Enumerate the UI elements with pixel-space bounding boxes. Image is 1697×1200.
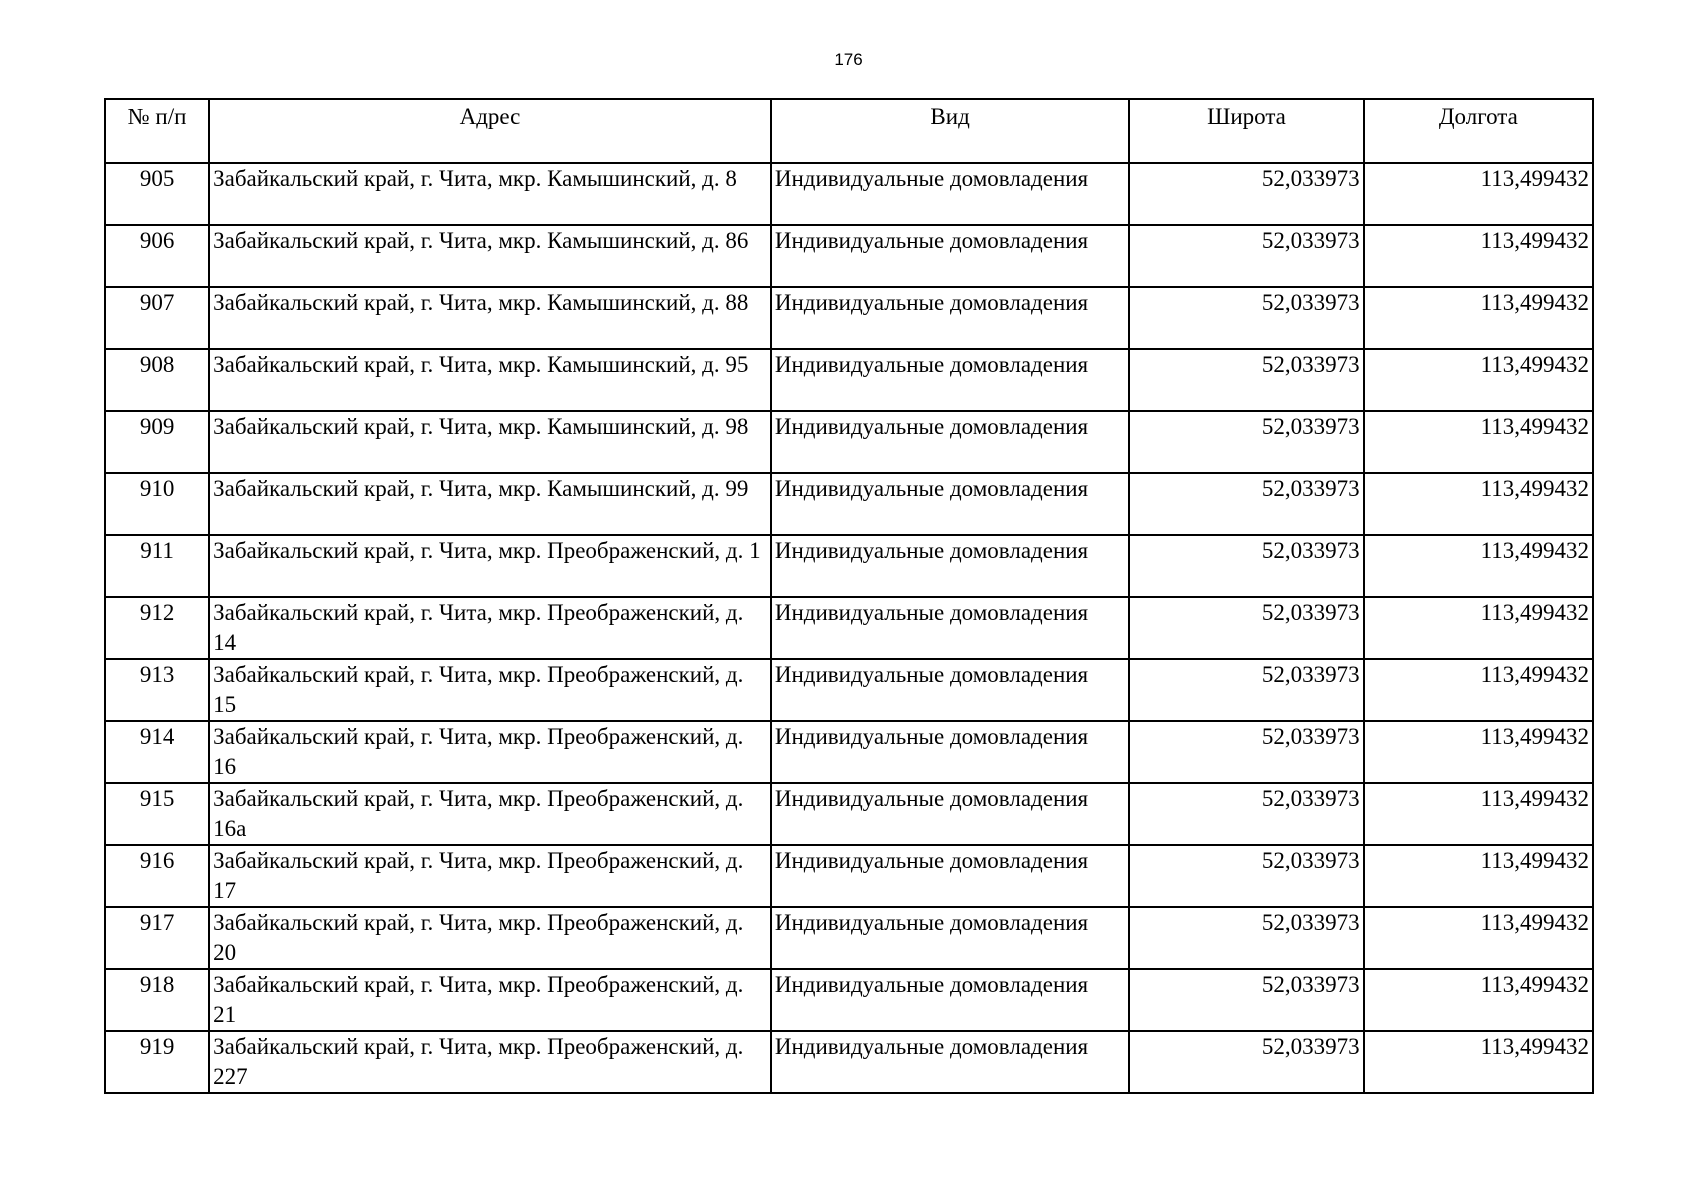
row-latitude: 52,033973 xyxy=(1129,287,1363,349)
row-longitude: 113,499432 xyxy=(1364,473,1593,535)
row-latitude: 52,033973 xyxy=(1129,783,1363,845)
row-longitude: 113,499432 xyxy=(1364,349,1593,411)
row-number: 909 xyxy=(105,411,209,473)
header-type: Вид xyxy=(771,99,1129,163)
table-row xyxy=(105,783,1593,845)
row-type: Индивидуальные домовладения xyxy=(771,163,1129,225)
row-type: Индивидуальные домовладения xyxy=(771,659,1129,721)
table-row xyxy=(105,349,1593,411)
row-longitude: 113,499432 xyxy=(1364,1031,1593,1093)
row-type: Индивидуальные домовладения xyxy=(771,907,1129,969)
table-row xyxy=(105,473,1593,535)
table-row xyxy=(105,969,1593,1031)
row-latitude: 52,033973 xyxy=(1129,473,1363,535)
row-number: 915 xyxy=(105,783,209,845)
row-number: 905 xyxy=(105,163,209,225)
row-latitude: 52,033973 xyxy=(1129,597,1363,659)
row-latitude: 52,033973 xyxy=(1129,411,1363,473)
row-type: Индивидуальные домовладения xyxy=(771,845,1129,907)
row-type: Индивидуальные домовладения xyxy=(771,225,1129,287)
row-longitude: 113,499432 xyxy=(1364,969,1593,1031)
row-type: Индивидуальные домовладения xyxy=(771,535,1129,597)
row-number: 910 xyxy=(105,473,209,535)
table-row xyxy=(105,163,1593,225)
addresses-table xyxy=(104,98,1594,1094)
row-address: Забайкальский край, г. Чита, мкр. Преображенский, д. 15 xyxy=(209,659,771,721)
row-address: Забайкальский край, г. Чита, мкр. Преображенский, д. 14 xyxy=(209,597,771,659)
row-address: Забайкальский край, г. Чита, мкр. Камышинский, д. 8 xyxy=(209,163,771,225)
row-latitude: 52,033973 xyxy=(1129,225,1363,287)
row-longitude: 113,499432 xyxy=(1364,163,1593,225)
row-number: 906 xyxy=(105,225,209,287)
row-latitude: 52,033973 xyxy=(1129,535,1363,597)
row-longitude: 113,499432 xyxy=(1364,411,1593,473)
row-longitude: 113,499432 xyxy=(1364,721,1593,783)
row-number: 913 xyxy=(105,659,209,721)
row-longitude: 113,499432 xyxy=(1364,845,1593,907)
row-longitude: 113,499432 xyxy=(1364,783,1593,845)
row-address: Забайкальский край, г. Чита, мкр. Преображенский, д. 16 xyxy=(209,721,771,783)
row-address: Забайкальский край, г. Чита, мкр. Преображенский, д. 21 xyxy=(209,969,771,1031)
row-type: Индивидуальные домовладения xyxy=(771,287,1129,349)
table-row xyxy=(105,659,1593,721)
table-row xyxy=(105,411,1593,473)
row-address: Забайкальский край, г. Чита, мкр. Камышинский, д. 98 xyxy=(209,411,771,473)
row-latitude: 52,033973 xyxy=(1129,349,1363,411)
row-latitude: 52,033973 xyxy=(1129,163,1363,225)
row-type: Индивидуальные домовладения xyxy=(771,721,1129,783)
header-longitude: Долгота xyxy=(1364,99,1593,163)
row-address: Забайкальский край, г. Чита, мкр. Преображенский, д. 16а xyxy=(209,783,771,845)
row-number: 912 xyxy=(105,597,209,659)
row-type: Индивидуальные домовладения xyxy=(771,597,1129,659)
row-number: 916 xyxy=(105,845,209,907)
row-type: Индивидуальные домовладения xyxy=(771,411,1129,473)
row-address: Забайкальский край, г. Чита, мкр. Преображенский, д. 20 xyxy=(209,907,771,969)
header-address: Адрес xyxy=(209,99,771,163)
table-row xyxy=(105,225,1593,287)
table-row xyxy=(105,845,1593,907)
row-latitude: 52,033973 xyxy=(1129,659,1363,721)
row-type: Индивидуальные домовладения xyxy=(771,783,1129,845)
row-address: Забайкальский край, г. Чита, мкр. Камышинский, д. 88 xyxy=(209,287,771,349)
header-num: № п/п xyxy=(105,99,209,163)
row-type: Индивидуальные домовладения xyxy=(771,1031,1129,1093)
row-address: Забайкальский край, г. Чита, мкр. Камышинский, д. 95 xyxy=(209,349,771,411)
table-row xyxy=(105,907,1593,969)
table-row xyxy=(105,287,1593,349)
table-header-row xyxy=(105,99,1593,163)
header-latitude: Широта xyxy=(1129,99,1363,163)
row-type: Индивидуальные домовладения xyxy=(771,473,1129,535)
row-longitude: 113,499432 xyxy=(1364,535,1593,597)
row-number: 917 xyxy=(105,907,209,969)
table-row xyxy=(105,535,1593,597)
row-address: Забайкальский край, г. Чита, мкр. Преображенский, д. 17 xyxy=(209,845,771,907)
row-type: Индивидуальные домовладения xyxy=(771,349,1129,411)
row-type: Индивидуальные домовладения xyxy=(771,969,1129,1031)
row-longitude: 113,499432 xyxy=(1364,225,1593,287)
row-number: 911 xyxy=(105,535,209,597)
row-address: Забайкальский край, г. Чита, мкр. Преображенский, д. 1 xyxy=(209,535,771,597)
table-row xyxy=(105,1031,1593,1093)
row-longitude: 113,499432 xyxy=(1364,287,1593,349)
row-number: 907 xyxy=(105,287,209,349)
row-longitude: 113,499432 xyxy=(1364,597,1593,659)
row-latitude: 52,033973 xyxy=(1129,907,1363,969)
row-longitude: 113,499432 xyxy=(1364,907,1593,969)
row-latitude: 52,033973 xyxy=(1129,1031,1363,1093)
row-longitude: 113,499432 xyxy=(1364,659,1593,721)
row-number: 919 xyxy=(105,1031,209,1093)
row-address: Забайкальский край, г. Чита, мкр. Преображенский, д. 227 xyxy=(209,1031,771,1093)
row-number: 914 xyxy=(105,721,209,783)
row-latitude: 52,033973 xyxy=(1129,969,1363,1031)
row-latitude: 52,033973 xyxy=(1129,721,1363,783)
row-address: Забайкальский край, г. Чита, мкр. Камышинский, д. 99 xyxy=(209,473,771,535)
table-row xyxy=(105,597,1593,659)
page-number: 176 xyxy=(834,50,863,69)
row-address: Забайкальский край, г. Чита, мкр. Камышинский, д. 86 xyxy=(209,225,771,287)
table-row xyxy=(105,721,1593,783)
row-latitude: 52,033973 xyxy=(1129,845,1363,907)
row-number: 918 xyxy=(105,969,209,1031)
row-number: 908 xyxy=(105,349,209,411)
